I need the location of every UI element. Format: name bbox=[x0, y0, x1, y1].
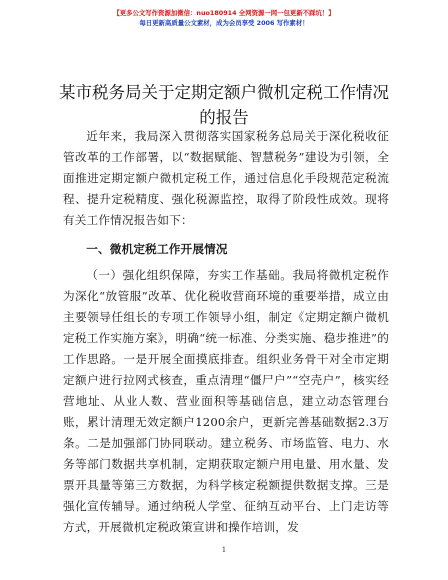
title-line-1: 某市税务局关于定期定额户微机定税工作情况 bbox=[59, 83, 389, 102]
banner-line-1: 【更多公文写作资源加微信：nuo180914 全网资源一网一包更新不踩坑！】 bbox=[113, 9, 335, 17]
section-1-paragraph-1: （一）强化组织保障，夯实工作基础。我局将微机定税作为深化“放管服”改革、优化税收营商环境的重要举措，成立由主要领导任组长的专项工作领导小组，制定《定期定额户微机定税工作实施方案》，明确“统一标准、分类实施、稳步推进”的工作思路。一是开展全面摸底排查。组织业务骨干对全市定期定额户进行拉网式核查，重点清理“僵尸户”“空壳户”，核实经营地址、从业人数、营业面积等基础信息，建立动态管理台账，累计清理无效定额户1200余户，更新完善基础数据2.3万条。二是加强部门协同联动。建立税务、市场监管、电力、水务等部门数据共享机制，定期获取定额户用电量、用水量、发票开具量等第三方数据，为科学核定税额提供数据支撑。三是强化宣传辅导。通过纳税人学堂、征纳互动平台、上门走访等方式，开展微机定税政策宣讲和操作培训，发 bbox=[63, 268, 389, 534]
title-line-2: 的报告 bbox=[199, 108, 249, 127]
banner-line-2: 每日更新高质量公文素材，成为会员享受 2006 写作素材！ bbox=[139, 19, 309, 27]
promo-banner bbox=[0, 8, 448, 28]
document-body bbox=[63, 126, 389, 538]
page-number: 1 bbox=[221, 546, 227, 554]
intro-paragraph: 近年来，我局深入贯彻落实国家税务总局关于深化税收征管改革的工作部署，以“数据赋能、智慧税务”建设为引领，全面推进定期定额户微机定税工作，通过信息化手段规范定税流程、提升定税精度、强化税源监控，取得了阶段性成效。现将有关工作情况报告如下： bbox=[63, 129, 389, 227]
document-title bbox=[0, 80, 448, 130]
section-1-heading: 一、微机定税工作开展情况 bbox=[86, 242, 228, 256]
